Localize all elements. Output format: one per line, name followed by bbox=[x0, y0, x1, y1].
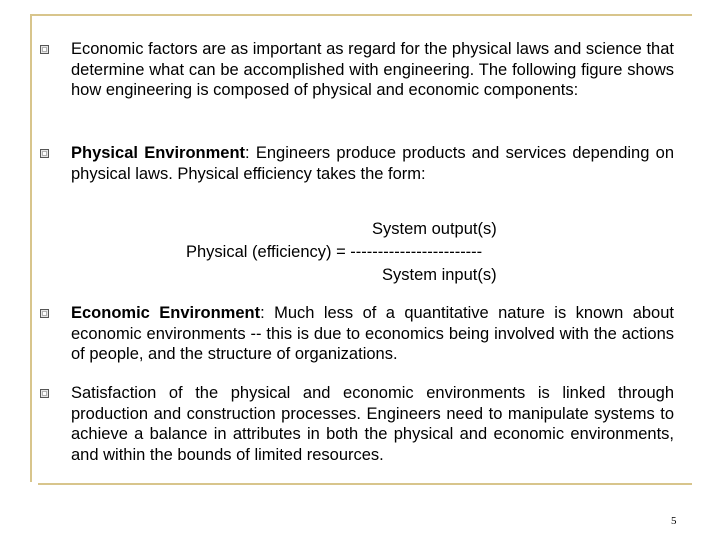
formula-fraction-line: Physical (efficiency) = ------------------------ bbox=[186, 243, 483, 261]
bullet-text bbox=[71, 143, 674, 184]
bullet-text: Economic factors are as important as regard for the physical laws and science that determine what can be accomplished with engineering. The following figure shows how engineering is composed of physical and economic components: bbox=[71, 40, 674, 99]
bullet-heading: Physical Environment bbox=[71, 144, 246, 162]
bullet-item-economic-factors bbox=[40, 39, 674, 101]
bullet-body: : Much less of a quantitative nature is known about economic environments -- this is due to economics being involved with the actions of people, and the structure of organizations. bbox=[71, 304, 674, 363]
bullet-text bbox=[71, 303, 674, 365]
slide-frame-bottom-rule bbox=[38, 483, 692, 485]
bullet-text: Satisfaction of the physical and economic environments is linked through production and construction processes. Engineers need to manipulate systems to achieve a balance in attributes in both the physical and economic environments, and within the bounds of limited resources. bbox=[71, 384, 674, 464]
bullet-item-economic-environment bbox=[40, 303, 674, 365]
bullet-heading: Economic Environment bbox=[71, 304, 261, 322]
bullet-item-physical-environment bbox=[40, 143, 674, 184]
checkbox-bullet-icon bbox=[40, 309, 49, 318]
bullet-item-satisfaction bbox=[40, 383, 674, 465]
slide-frame-left-rule bbox=[30, 14, 32, 482]
checkbox-bullet-icon bbox=[40, 45, 49, 54]
checkbox-bullet-icon bbox=[40, 389, 49, 398]
formula-denominator: System input(s) bbox=[382, 266, 497, 284]
checkbox-bullet-icon bbox=[40, 149, 49, 158]
slide-frame-top-rule bbox=[30, 14, 692, 16]
formula-numerator: System output(s) bbox=[372, 220, 497, 238]
bullet-body: : Engineers produce products and services depending on physical laws. Physical efficiency takes the form: bbox=[71, 144, 674, 183]
page-number: 5 bbox=[671, 515, 677, 527]
